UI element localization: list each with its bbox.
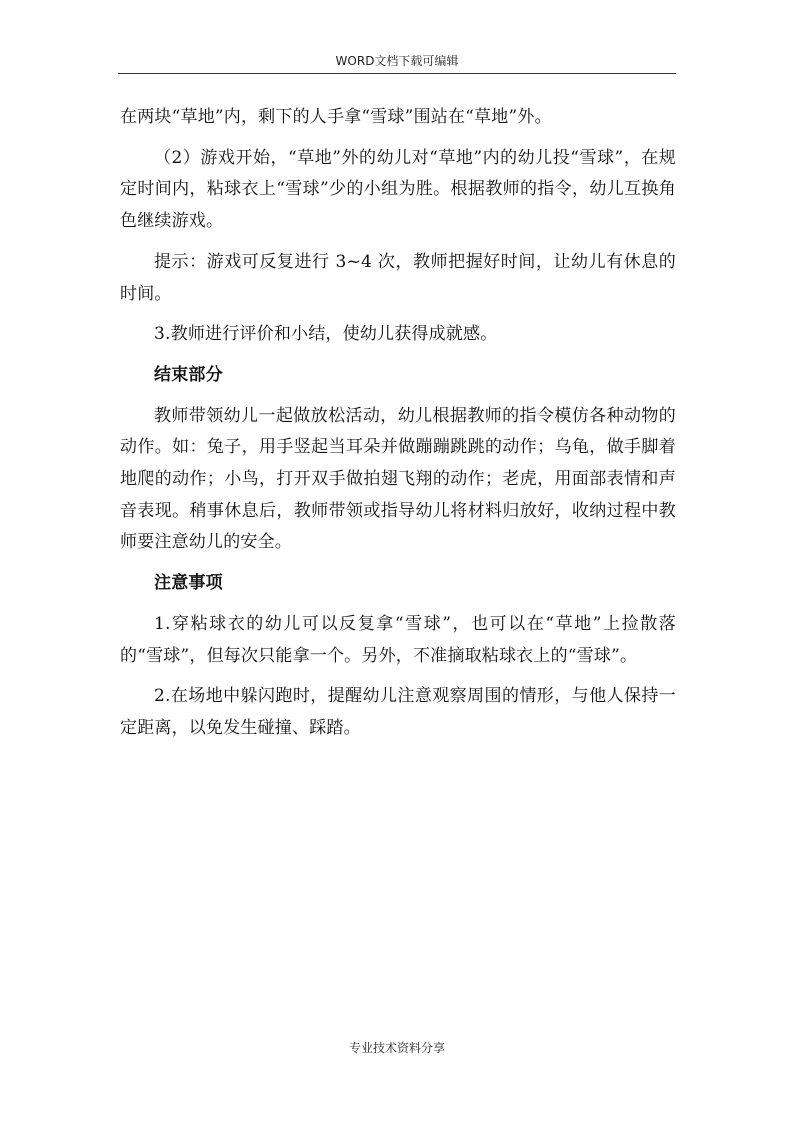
page-header: WORD文档下载可编辑 — [335, 54, 459, 68]
paragraph-relax-activity: 教师带领幼儿一起做放松活动，幼儿根据教师的指令模仿各种动物的动作。如：兔子，用手竖起当耳朵并做蹦蹦跳跳的动作；乌龟，做手脚着地爬的动作；小鸟，打开双手做拍翅飞翔的动作；老虎，用面部表情和声音表现。稍事休息后，教师带领或指导幼儿将材料归放好，收纳过程中教师要注意幼儿的安全。 — [120, 405, 676, 553]
document-body — [120, 102, 676, 745]
paragraph-game-start: （2）游戏开始，“草地”外的幼儿对“草地”内的幼儿投“雪球”，在规定时间内，粘球衣上“雪球”少的小组为胜。根据教师的指令，幼儿互换角色继续游戏。 — [120, 147, 676, 232]
section-heading-ending: 结束部分 — [154, 364, 223, 385]
paragraph-evaluation: 3.教师进行评价和小结，使幼儿获得成就感。 — [154, 324, 498, 345]
paragraph-continuation: 在两块“草地”内，剩下的人手拿“雪球”围站在“草地”外。 — [120, 107, 552, 127]
section-heading-notes: 注意事项 — [154, 573, 223, 594]
header-divider — [118, 73, 676, 74]
paragraph-note-1: 1.穿粘球衣的幼儿可以反复拿“雪球”，也可以在“草地”上捡散落的“雪球”，但每次只能拿一个。另外，不准摘取粘球衣上的“雪球”。 — [120, 613, 676, 666]
paragraph-note-2: 2.在场地中躲闪跑时，提醒幼儿注意观察周围的情形，与他人保持一定距离，以免发生碰撞、踩踏。 — [120, 686, 676, 738]
paragraph-tip: 提示：游戏可反复进行 3~4 次，教师把握好时间，让幼儿有休息的时间。 — [120, 251, 676, 304]
page-footer: 专业技术资料分享 — [348, 1041, 445, 1055]
